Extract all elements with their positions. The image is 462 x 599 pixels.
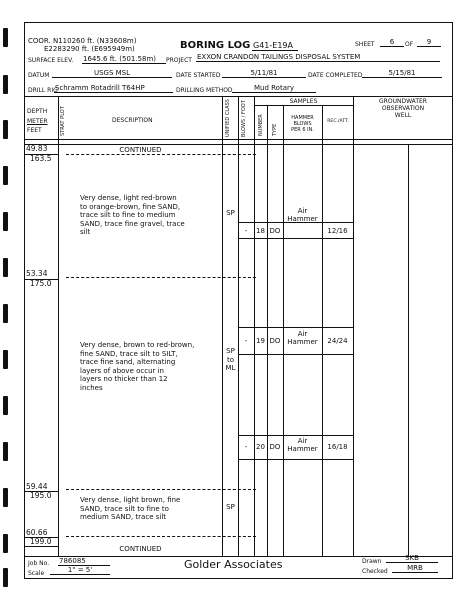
datum-value: USGS MSL: [52, 69, 172, 78]
number-header: NUMBER: [258, 114, 264, 136]
sample-type: DO: [269, 443, 281, 451]
sample-number: 18: [256, 227, 265, 235]
checked-label: Checked: [362, 568, 388, 575]
drawn-value: SKB: [386, 554, 438, 563]
depth-boundary: [24, 491, 58, 492]
date-started-value: 5/11/81: [222, 69, 306, 78]
strat-col-line: [58, 96, 59, 556]
sheet-label: SHEET: [355, 41, 375, 48]
coor-east: E2283290 ft. (E695949m): [44, 45, 135, 53]
coor-north: COOR. N110260 ft. (N33608m): [28, 37, 137, 45]
layer-class: SP to ML: [225, 347, 236, 373]
depth-feet: 175.0: [30, 279, 52, 288]
of-label: OF: [405, 41, 414, 48]
layer-class: SP: [226, 503, 235, 511]
sample-type: DO: [269, 227, 281, 235]
layer-class: SP: [226, 209, 235, 217]
type-header: TYPE: [272, 123, 278, 136]
samples-col-line: [254, 96, 255, 556]
sample-number: 20: [256, 443, 265, 451]
sheet-number: 6: [380, 38, 404, 47]
sample-blows: -: [244, 443, 248, 451]
binder-hole: [3, 488, 8, 507]
meter-header: METER: [27, 118, 48, 125]
description-header: DESCRIPTION: [112, 117, 153, 124]
boring-id: G41-E19A: [252, 41, 298, 51]
layer-description: Very dense, light brown, fine SAND, trace silt to fine to medium SAND, trace silt: [80, 496, 181, 522]
unified-class-header: UNIFIED CLASS: [225, 99, 231, 137]
surface-elev-label: SURFACE ELEV.: [28, 57, 74, 64]
depth-meter: 59.44: [26, 482, 48, 491]
layer-boundary: [66, 536, 256, 537]
samples-header: SAMPLES: [289, 98, 318, 105]
number-col-line: [267, 105, 268, 556]
sample-blows: -: [244, 227, 248, 235]
project-value: EXXON CRANDON TAILINGS DISPOSAL SYSTEM: [196, 53, 440, 62]
depth-meter: 53.34: [26, 269, 48, 278]
date-completed-value: 5/15/81: [362, 69, 442, 78]
groundwater-header: GROUNDWATER OBSERVATION WELL: [379, 98, 427, 119]
drill-rig-label: DRILL RIG: [28, 87, 58, 94]
sample-number: 19: [256, 337, 265, 345]
date-completed-label: DATE COMPLETED: [308, 72, 363, 79]
feet-header: FEET: [27, 127, 42, 134]
project-label: PROJECT: [166, 57, 192, 64]
layer-description: Very dense, light red-brown to orange-brown, fine SAND, trace silt to fine to medium SAND, trace fine gravel, trace silt: [80, 194, 185, 237]
samples-rule: [254, 105, 353, 106]
layer-description: Very dense, brown to red-brown, fine SAND, trace silt to SILT, trace fine sand, alternating layers of above occur in layers no thicker than 12 inches: [80, 341, 195, 392]
layer-boundary: [66, 277, 256, 278]
drill-rig-value: Schramm Rotadrill T64HP: [54, 84, 173, 93]
depth-header: DEPTH: [27, 108, 48, 115]
depth-meter: 49.83: [26, 144, 48, 153]
company-name: Golder Associates: [184, 558, 283, 571]
sample-blows: -: [244, 337, 248, 345]
surface-elev-value: 1645.6 ft. (501.58m): [82, 55, 166, 64]
binder-hole: [3, 442, 8, 461]
binder-hole: [3, 396, 8, 415]
sample-rec: 12/16: [327, 227, 348, 235]
sample-rec: 16/18: [327, 443, 348, 451]
binder-hole: [3, 166, 8, 185]
strat-plot-header: STRAT PLOT: [60, 106, 66, 136]
datum-label: DATUM: [28, 72, 50, 79]
groundwater-col-line: [353, 96, 354, 556]
layer-boundary: [66, 489, 256, 490]
rec-att-header: REC./ATT.: [327, 119, 349, 124]
binder-hole: [3, 28, 8, 47]
sheet-total: 9: [417, 38, 441, 47]
drawn-label: Drawn: [362, 558, 382, 565]
binder-hole: [3, 75, 8, 94]
depth-feet: 163.5: [30, 154, 52, 163]
well-col-line: [408, 144, 409, 556]
binder-hole: [3, 568, 8, 587]
checked-value: MRB: [392, 564, 438, 573]
scale-value: 1" = 5': [50, 566, 110, 575]
binder-hole: [3, 212, 8, 231]
sample-hammer: Air Hammer: [287, 330, 318, 346]
binder-hole: [3, 350, 8, 369]
job-number-label: Job No.: [28, 560, 50, 567]
binder-hole: [3, 120, 8, 139]
job-number-value: 786085: [58, 557, 110, 566]
blows-per-foot-header: BLOWS / FOOT: [241, 100, 247, 137]
depth-feet: 199.0: [30, 537, 52, 546]
hammer-blows-header: HAMMER BLOWS PER 6 IN.: [291, 115, 314, 133]
depth-boundary: [24, 546, 58, 547]
continued-bottom: CONTINUED: [119, 545, 162, 553]
depth-boundary: [24, 279, 58, 280]
binder-hole: [3, 534, 8, 553]
drilling-method-label: DRILLING METHOD: [176, 87, 233, 94]
sample-type: DO: [269, 337, 281, 345]
sample-rule: [238, 435, 353, 436]
sample-hammer: Air Hammer: [287, 207, 318, 223]
sample-rule: [238, 459, 353, 460]
binder-hole: [3, 304, 8, 323]
depth-boundary: [24, 154, 58, 155]
continued-top: CONTINUED: [119, 146, 162, 154]
hammer-col-line: [322, 105, 323, 556]
blows-col-line: [238, 96, 239, 556]
date-started-label: DATE STARTED: [176, 72, 221, 79]
depth-meter: 60.66: [26, 528, 48, 537]
sample-rule: [238, 354, 353, 355]
sample-rule: [238, 238, 353, 239]
depth-boundary: [24, 537, 58, 538]
binder-hole: [3, 258, 8, 277]
scale-label: Scale: [28, 570, 45, 577]
class-col-line: [222, 96, 223, 556]
drilling-method-value: Mud Rotary: [232, 84, 316, 93]
sample-hammer: Air Hammer: [287, 437, 318, 453]
sample-rule: [238, 327, 353, 328]
sample-rec: 24/24: [327, 337, 348, 345]
page-title: BORING LOG: [180, 40, 251, 51]
depth-feet: 195.0: [30, 491, 52, 500]
layer-boundary: [66, 154, 256, 155]
